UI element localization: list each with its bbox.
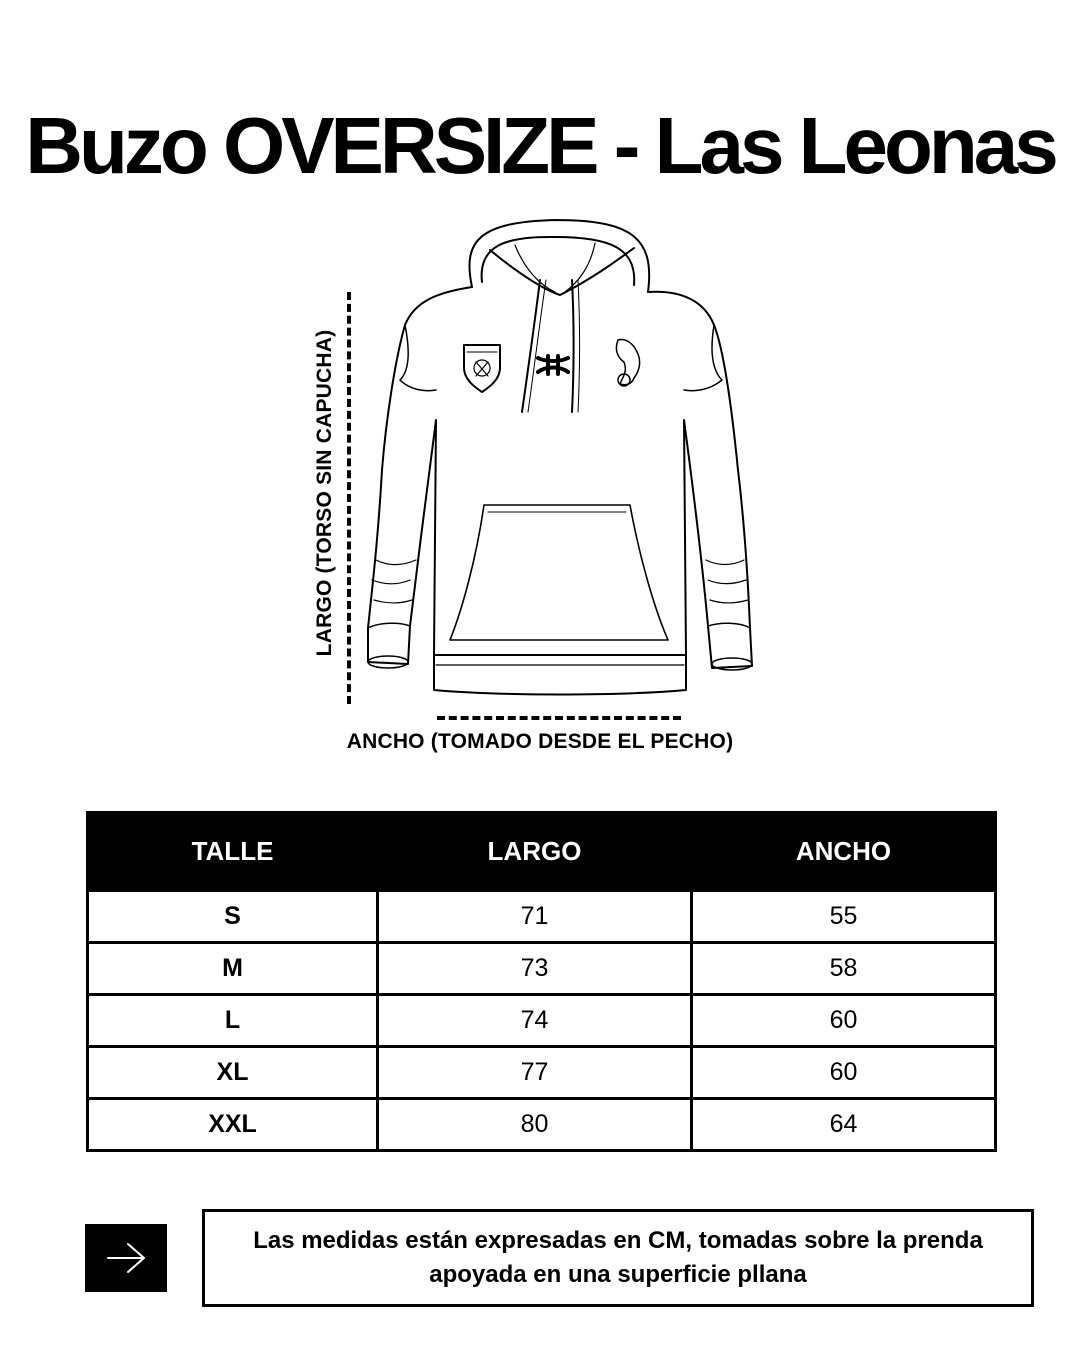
cell-largo: 80 [378,1099,692,1151]
cell-ancho: 64 [692,1099,996,1151]
cell-talle: L [88,995,378,1047]
table-row [88,891,996,943]
cell-largo: 71 [378,891,692,943]
table-header-row [88,813,996,891]
header-largo: LARGO [378,813,692,891]
table-row [88,1099,996,1151]
largo-dimension-label: LARGO (TORSO SIN CAPUCHA) [313,329,336,657]
cell-ancho: 58 [692,943,996,995]
cell-talle: S [88,891,378,943]
header-talle: TALLE [88,813,378,891]
ancho-dimension-label: ANCHO (TOMADO DESDE EL PECHO) [346,730,734,753]
kangaroo-pocket [450,505,668,640]
ancho-dimension-line [437,716,681,720]
cell-largo: 74 [378,995,692,1047]
size-table [86,811,997,1152]
header-ancho: ANCHO [692,813,996,891]
table-row [88,943,996,995]
table-row [88,1047,996,1099]
drawstring-right [572,280,574,412]
body-outline [368,287,752,668]
cell-talle: XL [88,1047,378,1099]
table-row [88,995,996,1047]
cell-ancho: 60 [692,995,996,1047]
cell-ancho: 60 [692,1047,996,1099]
largo-dimension-line [347,292,351,704]
measurement-note-text: Las medidas están expresadas en CM, tomadas sobre la prenda apoyada en una superficie pllana [253,1227,983,1288]
cell-ancho: 55 [692,891,996,943]
lioness-icon [616,339,639,386]
page-title: Buzo OVERSIZE - Las Leonas [25,100,1055,190]
cell-largo: 73 [378,943,692,995]
cell-largo: 77 [378,1047,692,1099]
argentina-shield-icon [464,345,500,392]
arrow-right-icon [85,1224,167,1292]
brand-logo-icon [538,356,568,374]
cell-talle: XXL [88,1099,378,1151]
hoodie-illustration [300,215,780,715]
measurement-note [202,1209,1034,1307]
cell-talle: M [88,943,378,995]
